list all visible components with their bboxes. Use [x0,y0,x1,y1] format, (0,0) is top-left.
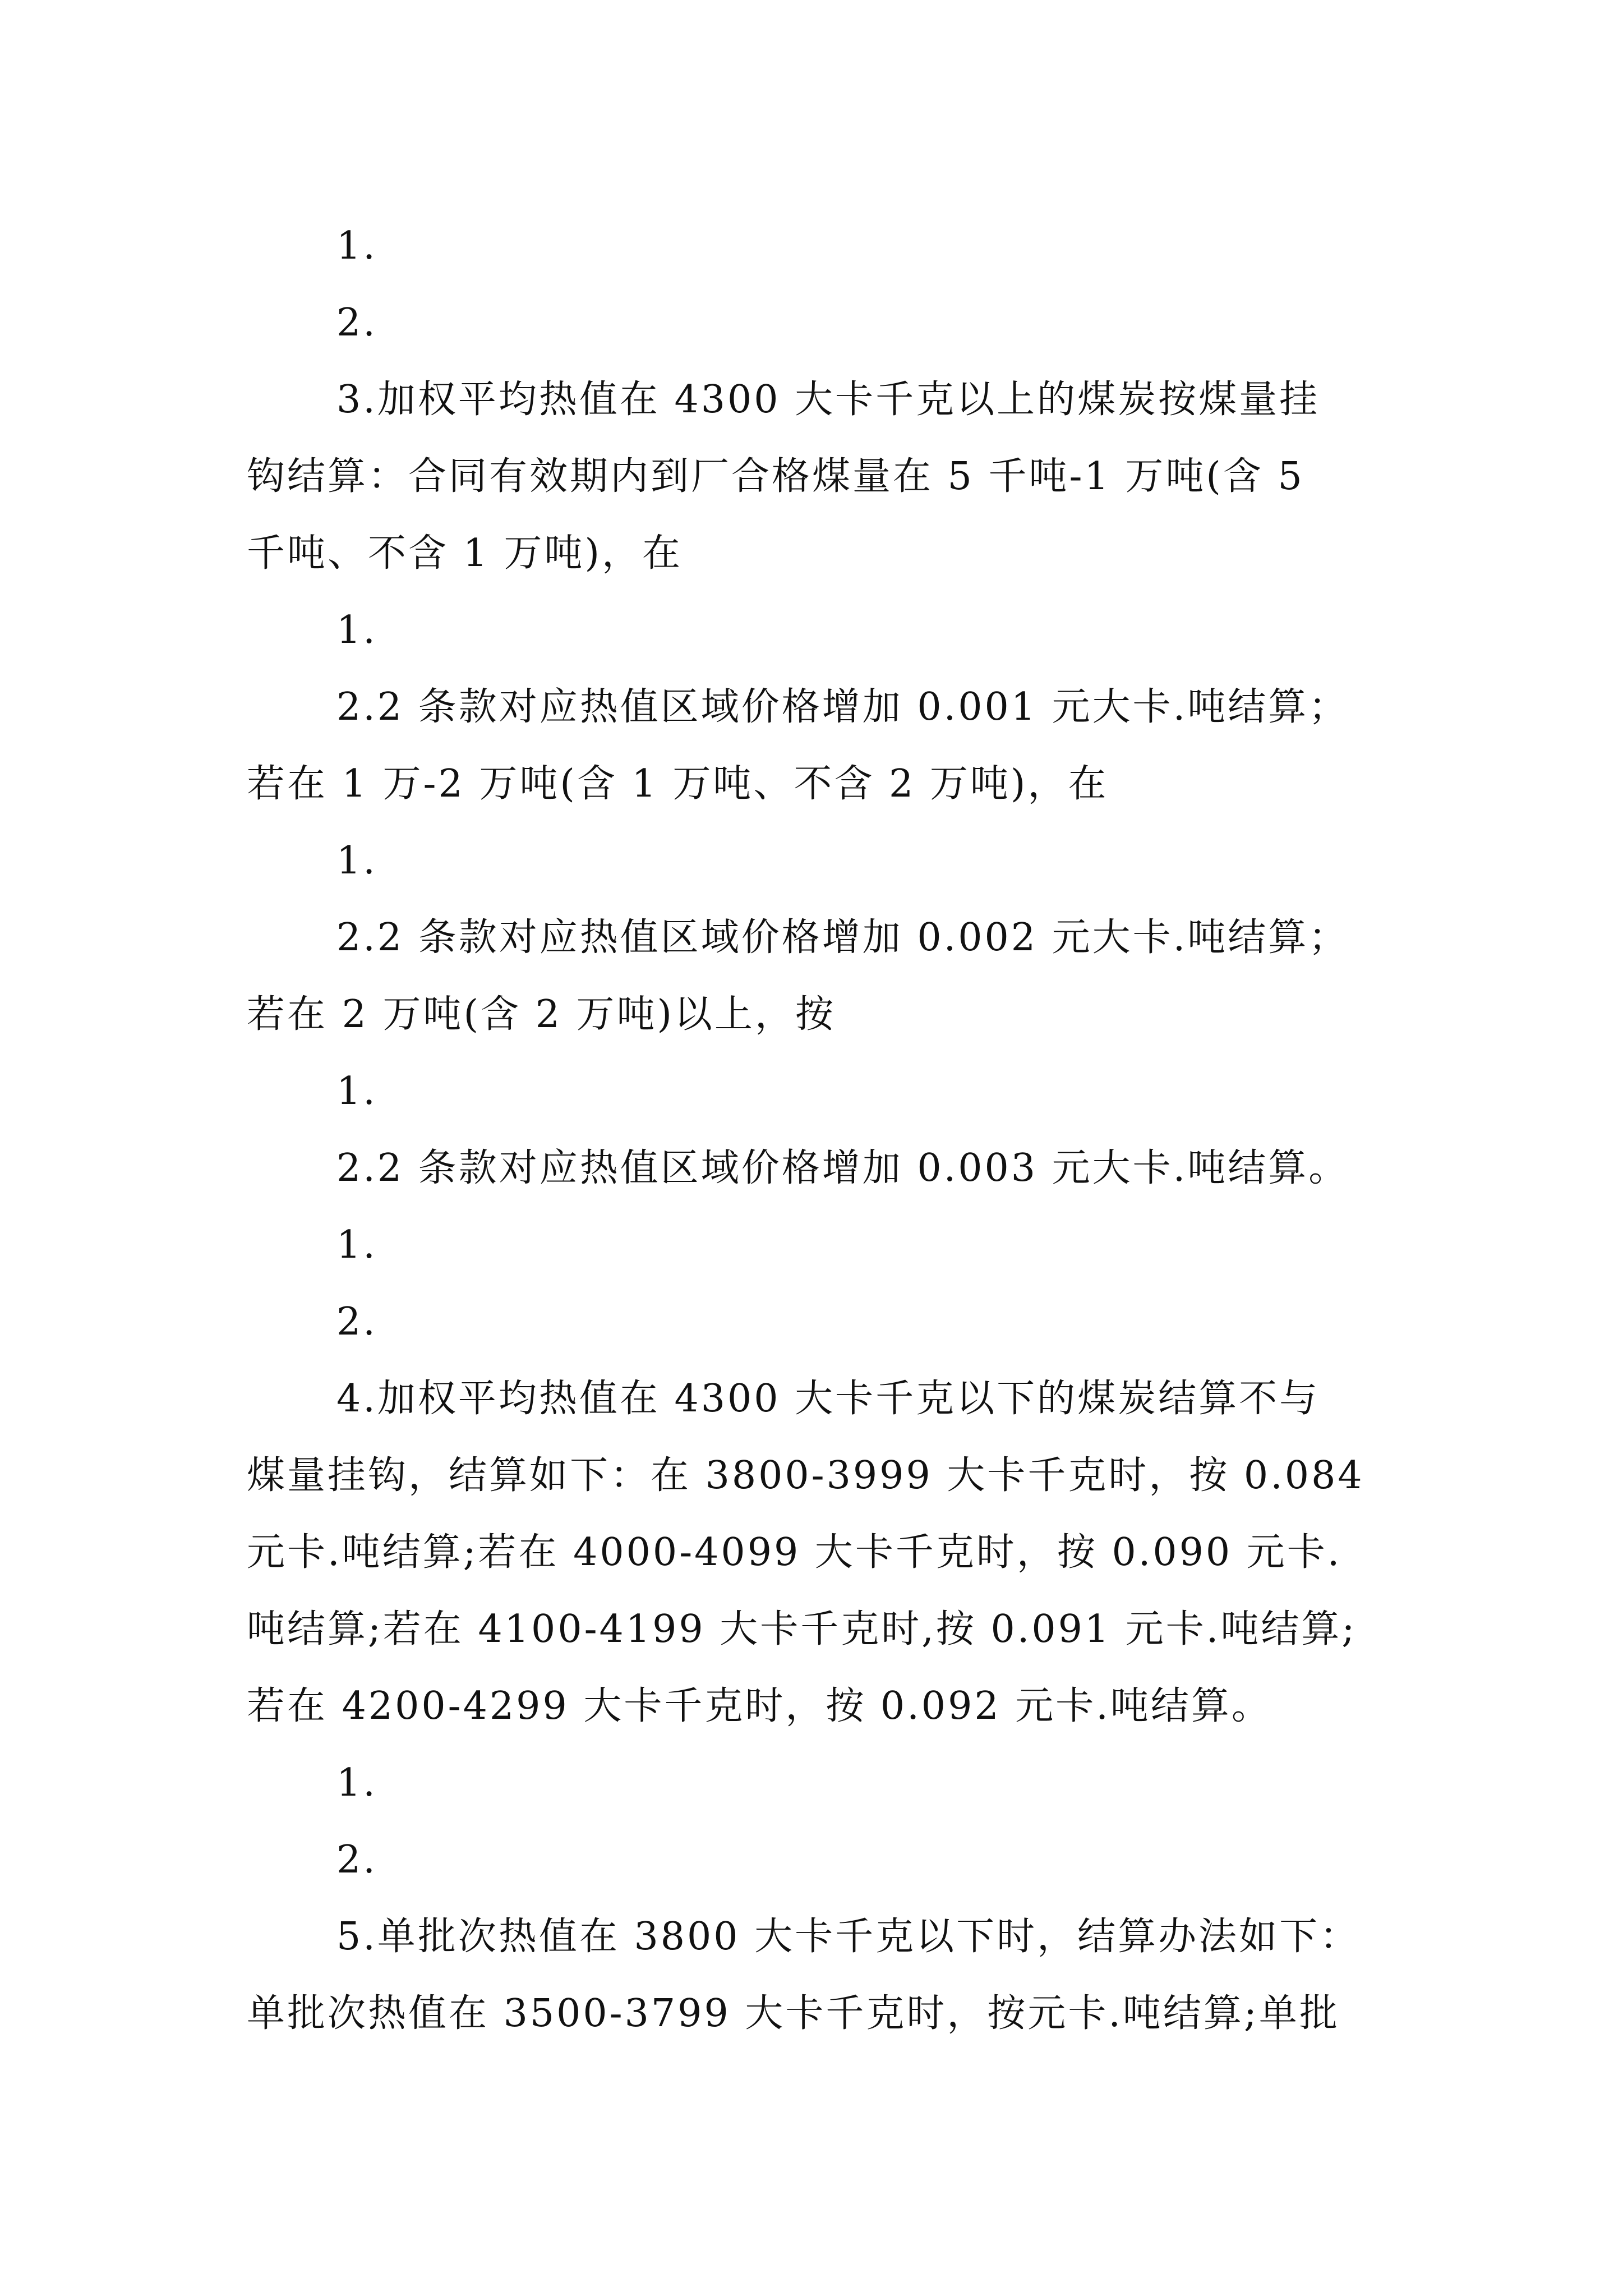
text-line: 吨结算;若在 4100-4199 大卡千克时,按 0.091 元卡.吨结算; [247,1607,1357,1651]
text-line: 1. [336,224,377,268]
text-line: 若在 2 万吨(含 2 万吨)以上，按 [247,992,836,1037]
text-line: 若在 4200-4299 大卡千克时，按 0.092 元卡.吨结算。 [247,1684,1272,1728]
text-line: 单批次热值在 3500-3799 大卡千克时，按元卡.吨结算;单批 [247,1991,1340,2036]
text-line: 2. [336,1838,377,1882]
text-line: 2.2 条款对应热值区域价格增加 0.001 元大卡.吨结算； [336,685,1349,729]
text-line: 2. [336,301,377,345]
text-line: 1. [336,1069,377,1114]
text-line: 5.单批次热值在 3800 大卡千克以下时，结算办法如下： [336,1915,1361,1959]
text-line: 2.2 条款对应热值区域价格增加 0.002 元大卡.吨结算； [336,915,1349,960]
text-line: 千吨、不含 1 万吨)，在 [247,531,683,576]
text-line: 元卡.吨结算;若在 4000-4099 大卡千克时，按 0.090 元卡. [247,1530,1342,1575]
text-line: 1. [336,1761,377,1805]
text-line: 钩结算：合同有效期内到厂合格煤量在 5 千吨-1 万吨(含 5 [247,454,1304,499]
text-line: 2.2 条款对应热值区域价格增加 0.003 元大卡.吨结算。 [336,1146,1349,1190]
text-line: 煤量挂钩，结算如下：在 3800-3999 大卡千克时，按 0.084 [247,1453,1364,1498]
text-line: 2. [336,1300,377,1344]
text-line: 1. [336,608,377,652]
text-line: 若在 1 万-2 万吨(含 1 万吨、不含 2 万吨)，在 [247,762,1109,806]
text-line: 1. [336,839,377,883]
document-page [247,208,1402,2052]
text-line: 3.加权平均热值在 4300 大卡千克以上的煤炭按煤量挂 [336,378,1320,422]
text-line: 1. [336,1223,377,1267]
text-line: 4.加权平均热值在 4300 大卡千克以下的煤炭结算不与 [336,1377,1320,1421]
